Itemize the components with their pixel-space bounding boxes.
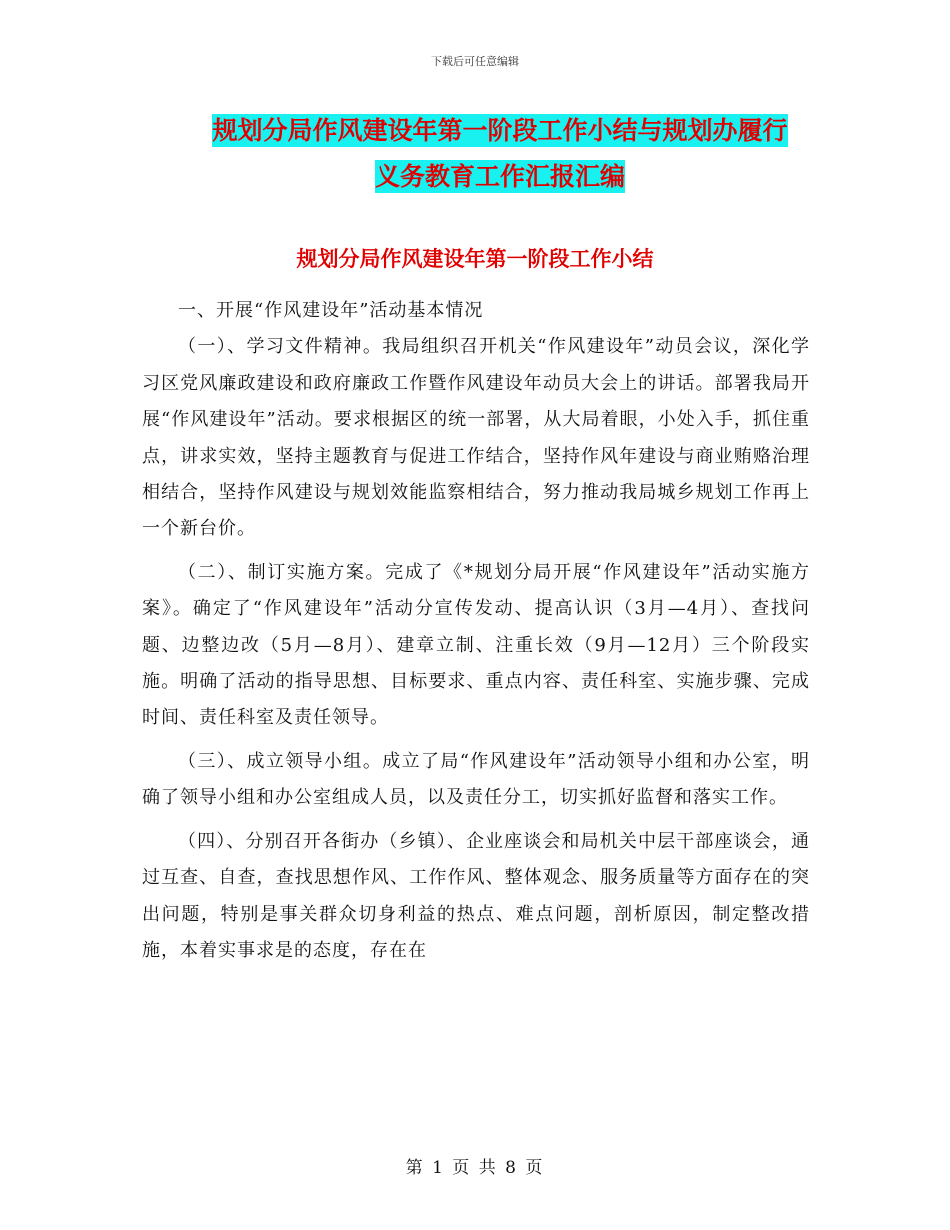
paragraph: （四）、分别召开各街办（乡镇）、企业座谈会和局机关中层干部座谈会，通过互查、自查，查找思想作风、工作作风、整体观念、服务质量等方面存在的突出问题，特别是事关群众切身利益的热点、难点问题，剖析原因，制定整改措施，本着实事求是的态度，存在在 (142, 830, 810, 961)
paragraph: （一）、学习文件精神。我局组织召开机关“作风建设年”动员会议，深化学习区党风廉政建设和政府廉政工作暨作风建设年动员大会上的讲话。部署我局开展“作风建设年”活动。要求根据区的统一部署，从大局着眼，小处入手，抓住重点，讲求实效，坚持主题教育与促进工作结合，坚持作风年建设与商业贿赂治理相结合，坚持作风建设与规划效能监察相结合，努力推动我局城乡规划工作再上一个新台价。 (142, 336, 810, 540)
document-title-line-2: 义务教育工作汇报汇编 (374, 162, 625, 191)
document-title-line-1: 规划分局作风建设年第一阶段工作小结与规划办履行 (212, 116, 788, 145)
paragraph: （二）、制订实施方案。完成了《*规划分局开展“作风建设年”活动实施方案》。确定了“作风建设年”活动分宣传发动、提高认识（3月—4月）、查找问题、边整边改（5月—8月）、建章立制、注重长效（9月—12月）三个阶段实施。明确了活动的指导思想、目标要求、重点内容、责任科室、实施步骤、完成时间、责任科室及责任领导。 (142, 561, 810, 729)
document-body (142, 293, 810, 969)
paragraph-heading-1: 一、开展“作风建设年”活动基本情况 (178, 300, 484, 321)
document-title (150, 108, 850, 200)
section-title: 规划分局作风建设年第一阶段工作小结 (296, 247, 654, 271)
page-number-footer: 第 1 页 共 8 页 (405, 1158, 545, 1178)
paragraph: （三）、成立领导小组。成立了局“作风建设年”活动领导小组和办公室，明确了领导小组和办公室组成人员，以及责任分工，切实抓好监督和落实工作。 (142, 750, 810, 809)
page-header-note: 下载后可任意编辑 (431, 55, 519, 68)
